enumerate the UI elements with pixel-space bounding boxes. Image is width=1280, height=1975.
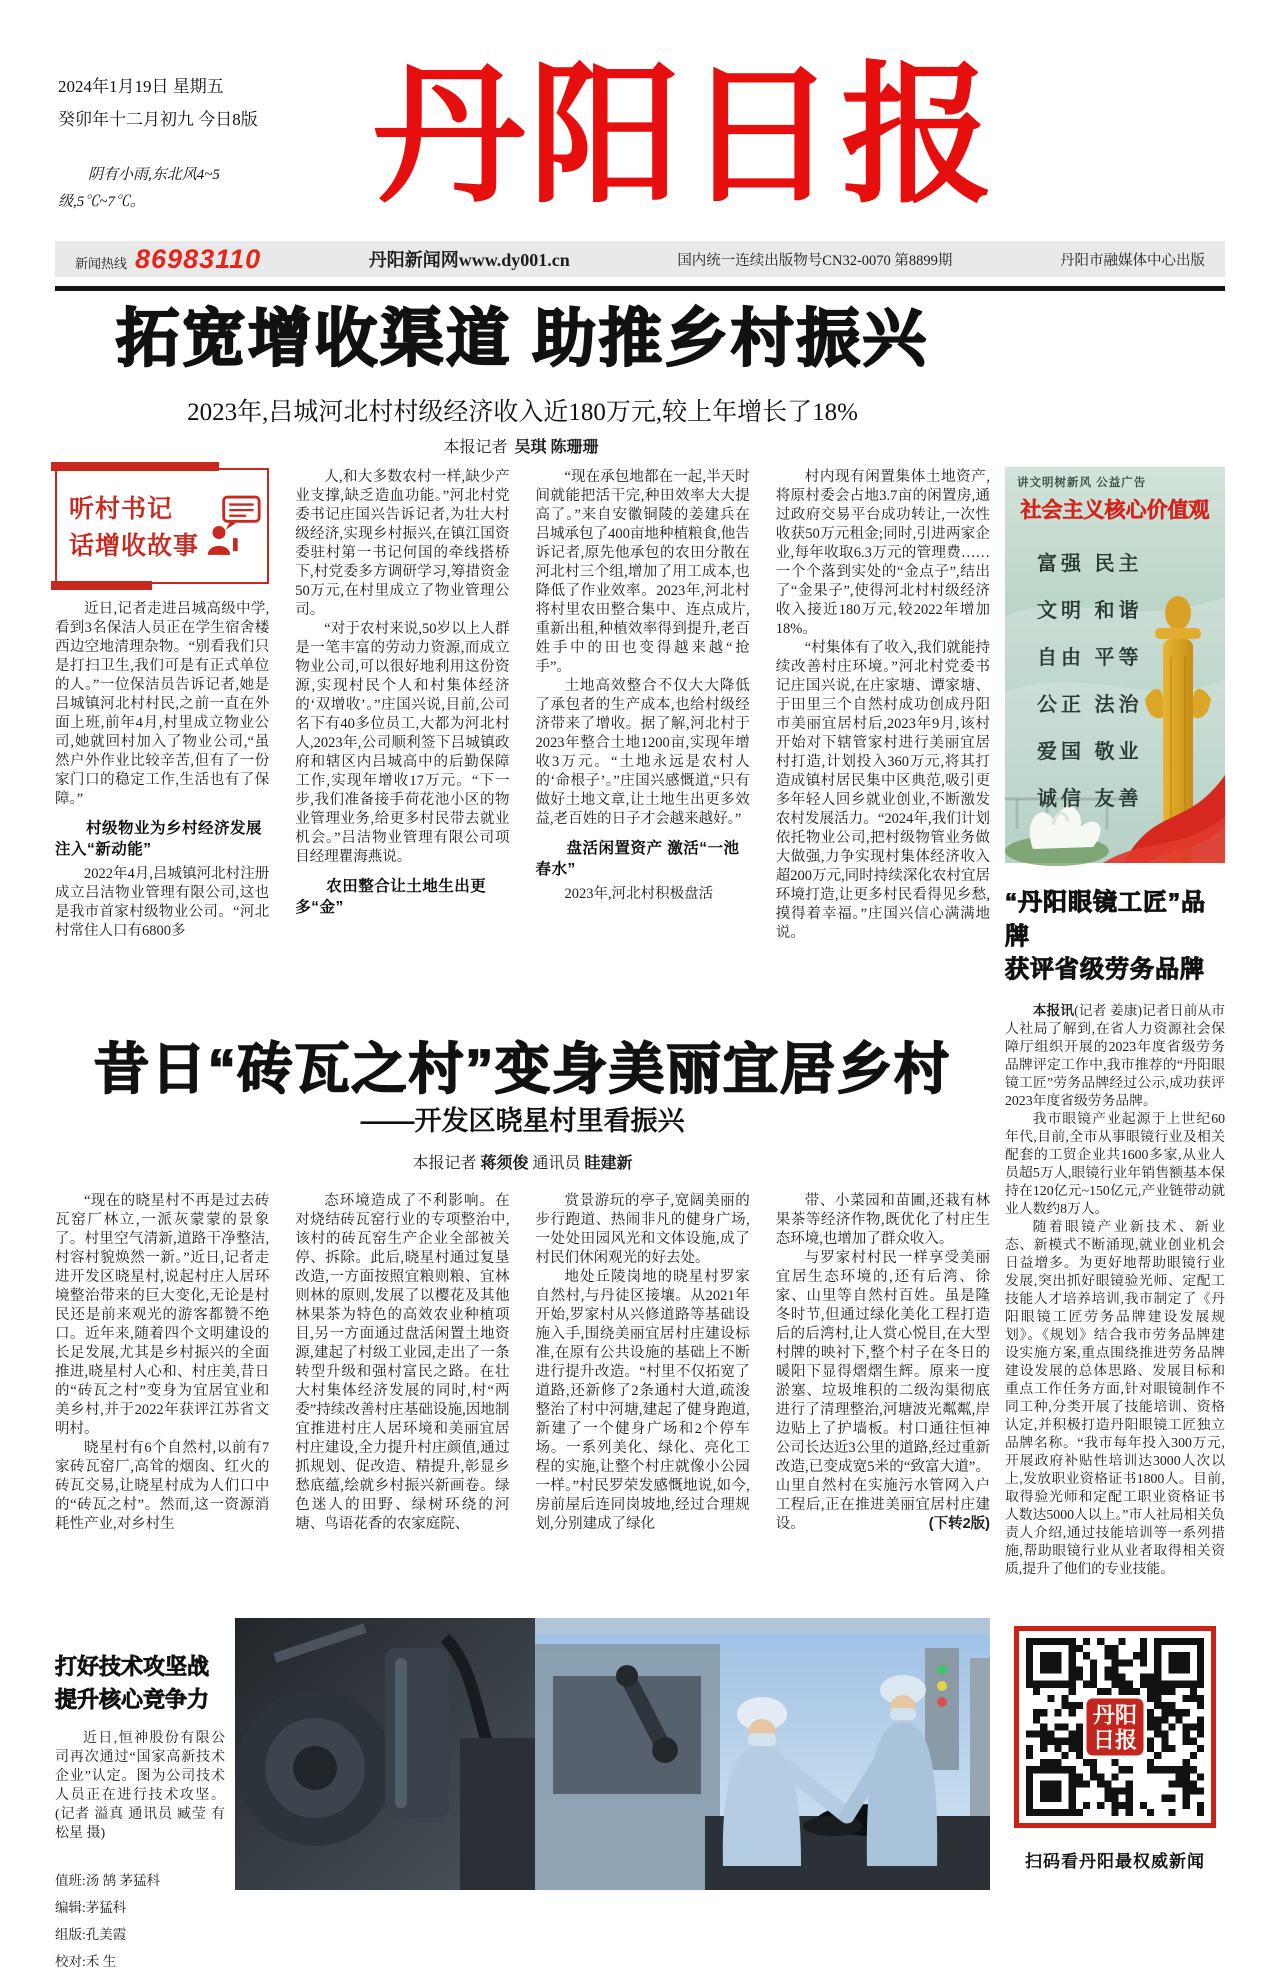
article-paragraph: 2023年,河北村积极盘活 [564,886,714,902]
credit-line: 组版:孔美霞 [55,1927,127,1942]
sidebar-headline-line1: “丹阳眼镜工匠”品牌 [1005,889,1206,950]
article-paragraph: 与罗家村村民一样享受美丽宜居生态环境的,还有后湾、徐家、山里等自然村百姓。虽是隆冬时节,但通过绿化美化工程打造后的后湾村,让人赏心悦目,在大型村牌的映衬下,整个村子在冬日的暖阳下显得熠熠生辉。原来一度淤塞、垃圾堆积的二级沟渠彻底进行了清理整治,河塘波光粼粼,岸边贴上了护墙板。村口通往恒神公司长达近3公里的道路,经过重新改造,已变成宽5米的“致富大道”。山里自然村在实施污水管网入户工程后,正在推进美丽宜居村庄建设。 [775,1250,990,1532]
lunar-date-pages: 癸卯年十二月初九 今日8版 [58,110,258,130]
feature-box-line2: 话增收故事 [69,532,200,560]
sidebar-article-more [1005,1110,1225,1578]
publication-number: 国内统一连续出版物号CN32-0070 第8899期 [677,252,953,269]
tech-story-block [55,1650,225,1975]
poster-value: 自由 平等 [1037,647,1143,669]
second-column-2 [295,1192,509,1612]
tech-story-body: 近日,恒神股份有限公司再次通过“国家高新技术企业”认定。图为公司技术人员正在进行技术攻坚。(记者 溢真 通讯员 臧莹 有松星 摄) [55,1731,225,1841]
column-subhead: 农田整合让土地生出更多“金” [295,878,487,916]
lead-subheadline: 2023年,吕城河北村村级经济收入近180万元,较上年增长了18% [187,399,858,426]
article-paragraph: 近日,记者走进吕城高级中学,看到3名保洁人员正在学生宿舍楼西边空地清理杂物。“别看我们只是打扫卫生,我们可是有正式单位的人。”一位保洁员告诉记者,她是吕城镇河北村村民,之前一直在外面上班,前年4月,村里成立物业公司,她就回村加入了物业公司,“虽然户外作业比较辛苦,但有了一份家门口的稳定工作,生活也有了保障。” [55,601,270,807]
credit-line: 值班:汤 鹄 茅猛科 [55,1873,161,1888]
article-paragraph: 我市眼镜产业起源于上世纪60年代,目前,全市从事眼镜行业及相关配套的工贸企业共1600多家,从业人员超5万人,眼镜行业年销售额基本保持在120亿元~150亿元,产业链带动就业人数约8万人。 [1005,1110,1225,1216]
qr-logo-line2: 日报 [1092,1727,1138,1753]
lead-column-2 [295,468,509,1018]
article-paragraph: 土地高效整合不仅大大降低了承包者的生产成本,也给村级经济带来了增收。据了解,河北村于2023年整合土地1200亩,实现年增收3万元。“土地永远是农村人的‘命根子’。”庄国兴感慨道,“只有做好土地文章,让土地生出更多效益,老百姓的日子才会越来越好。” [535,678,750,827]
hotline-number: 86983110 [135,243,262,274]
qr-code-frame [1014,1626,1216,1828]
speech-bubble-person-icon [205,495,261,562]
poster-values-list [1037,541,1143,823]
second-column-1 [55,1192,269,1612]
column-subhead: 盘活闲置资产 激活“一池春水” [535,840,740,878]
qr-section [1008,1626,1222,1874]
lead-column-4 [776,468,990,1018]
feature-box-title [69,491,199,566]
lead-headline: 拓宽增收渠道 助推乡村振兴 [116,304,929,374]
second-article-body [55,1192,990,1612]
continued-on-page-note: (下转2版) [928,1516,990,1532]
poster-value: 诚信 友善 [1037,788,1143,810]
masthead-title: 丹阳日报 [373,45,997,224]
article-paragraph: “村集体有了收入,我们就能持续改善村庄环境。”河北村党委书记庄国兴说,在庄家塘、谭家塘、于田里三个自然村成功创成丹阳市美丽宜居村后,2023年9月,该村开始对下辖管家村进行美丽宜居村打造,计划投入360万元,将其打造成镇村居民集中区典范,吸引更多年轻人回乡就业创业,不断激发农村发展活力。“2024年,我们计划依托物业公司,把村级物管业务做大做强,力争实现村集体经济收入超200万元,同时持续深化农村宜居环境打造,让更多村民看得见乡愁,摸得着幸福。”庄国兴信心满满地说。 [775,640,990,941]
lead-column-1-text [55,600,269,941]
byline-prefix: 通讯员 [532,1155,581,1172]
byline-correspondent: 眭建新 [584,1155,633,1172]
lead-byline [55,434,990,457]
hotline-label: 新闻热线 [75,255,128,271]
article-paragraph: 态环境造成了不利影响。在对烧结砖瓦窑行业的专项整治中,该村的砖瓦窑生产企业全部被关停、拆除。此后,晓星村通过复垦改造,一方面按照宜粮则粮、宜林则林的原则,发展了以樱花及其他林果茶为特色的高效农业种植项目,另一方面通过盘活闲置土地资源,建起了村级工业园,走出了一条转型升级和强村富民之路。在壮大村集体经济发展的同时,村“两委”持续改善村庄基础设施,因地制宜推进村庄人居环境和美丽宜居村庄建设,全力提升村庄颜值,通过抓规划、促改造、精提升,彰显乡愁底蕴,绘就乡村振兴新画卷。绿色迷人的田野、绿树环绕的河塘、鸟语花香的农家庭院、 [295,1193,510,1532]
article-paragraph: 地处丘陵岗地的晓星村罗家自然村,与丹徒区接壤。从2021年开始,罗家村从兴修道路等基础设施入手,围绕美丽宜居村庄建设标准,在原有公共设施的基础上不断进行提升改造。“村里不仅拓宽了道路,还新修了2条通村大道,疏浚整治了村中河塘,建起了健身跑道,新建了一个健身广场和2个停车场。一系列美化、绿化、亮化工程的实施,让整个村庄就像小公园一样。”村民罗荣发感慨地说,如今,房前屋后连同岗坡地,经过合理规划,分别建成了绿化 [535,1269,750,1532]
svg-text:日报 [1093,1728,1137,1753]
hotline [75,243,262,274]
poster-value: 富强 民主 [1037,553,1143,575]
article-paragraph: 赏景游玩的亭子,宽阔美丽的步行跑道、热闹非凡的健身广场,一处处田园风光和文体设施,成了村民们休闲观光的好去处。 [535,1193,750,1266]
byline-reporters: 吴琪 陈珊珊 [514,439,599,456]
article-paragraph: “现在的晓星村不再是过去砖瓦窑厂林立,一派灰蒙蒙的景象了。村里空气清新,道路干净整洁,村容村貌焕然一新。”近日,记者走进开发区晓星村,说起村庄人居环境整治带来的巨大变化,无论是村民还是前来观光的游客都赞不绝口。近年来,随着四个文明建设的长足发展,尤其是乡村振兴的全面推进,晓星村人心和、村庄美,昔日的“砖瓦之村”变身为宜居宜业和美乡村,并于2022年获评江苏省文明村。 [55,1193,270,1437]
article-paragraph: 人,和大多数农村一样,缺少产业支撑,缺乏造血功能。”河北村党委书记庄国兴告诉记者,为壮大村级经济,实现乡村振兴,在镇江国资委驻村第一书记何国的牵线搭桥下,村党委多方调研学习,筹措资金50万元,在村里成立了物业管理公司。 [295,469,510,618]
paragraph-text: (记者 姜康)记者日前从市人社局了解到,在省人力资源社会保障厅组织开展的2023年度省级劳务品牌评定工作中,我市推荐的“丹阳眼镜工匠”劳务品牌经过公示,成功获评2023年度省级劳务品牌。 [1005,1002,1226,1108]
article-paragraph: 村内现有闲置集体土地资产,将原村委会占地3.7亩的闲置房,通过政府交易平台成功转让,一次性收获50万元租金;同时,引进两家企业,每年收取6.3万元的管理费……一个个落到实处的“金点子”,结出了“金果子”,使得河北村村级经济收入接近180万元,较2022年增加18%。 [775,469,990,637]
article-paragraph: “现在承包地都在一起,半天时间就能把活干完,种田效率大大提高了。”来自安徽铜陵的姜建兵在吕城承包了400亩地种植粮食,他告诉记者,原先他承包的农田分散在河北村三个组,增加了用工成本,也降低了作业效率。2023年,河北村将村里农田整合集中、连点成片,重新出租,种植效率得到提升,老百姓手中的田也变得越来越“抢手”。 [535,469,750,675]
article-paragraph: 带、小菜园和苗圃,还栽有林果茶等经济作物,既优化了村庄生态环境,也增加了群众收入。 [775,1193,990,1247]
dateline-label: 本报讯 [1032,1002,1075,1018]
sidebar-headline-line2: 获评省级劳务品牌 [1005,956,1205,984]
article-paragraph: 晓星村有6个自然村,以前有7家砖瓦窑厂,高耸的烟囱、红火的砖瓦交易,让晓星村成为人们口中的“砖瓦之村”。然而,这一资源消耗性产业,对乡村生 [55,1440,270,1532]
second-subheadline: ——开发区晓星村里看振兴 [360,1106,685,1136]
second-column-3 [536,1192,750,1612]
qr-code [1026,1638,1204,1816]
second-column-4 [776,1192,990,1612]
article-paragraph [1005,1002,1225,1110]
feature-box-line1: 听村书记 [69,494,174,523]
byline-prefix: 本报记者 [443,439,508,456]
credit-line: 校对:禾 生 [55,1954,117,1969]
qr-logo-line1: 丹阳 [1092,1702,1138,1728]
article-paragraph: “对于农村来说,50岁以上人群是一笔丰富的劳动力资源,而成立物业公司,可以很好地利用这份资源,实现村民个人和村集体经济的‘双增收’。”庄国兴说,目前,公司名下有40多位员工,大都为河北村人,2023年,公司顺利签下吕城镇政府和辖区内吕城高中的后勤保障工作,实现年增收17万元。“下一步,我们准备接手荷花池小区的物业管理业务,给更多村民带去就业机会。”吕洁物业管理有限公司项目经理瞿海燕说。 [295,621,510,865]
tech-story-title [55,1650,225,1716]
tech-story-title-line1: 打好技术攻坚战 [55,1654,210,1679]
news-photo-technicians [235,1618,990,1890]
website-text: 丹阳新闻网www.dy001.cn [368,250,570,270]
glasses-brand-article [1005,886,1225,1578]
svg-text:丹阳 [1093,1703,1137,1728]
lead-column-3 [536,468,750,1018]
byline-prefix: 本报记者 [412,1155,477,1172]
poster-value: 爱国 敬业 [1037,741,1143,763]
poster-value: 公正 法治 [1037,694,1143,716]
feature-box [55,468,269,584]
article-paragraph: 随着眼镜产业新技术、新业态、新模式不断涌现,就业创业机会日益增多。为更好地帮助眼镜行业发展,突出抓好眼镜验光师、定配工技能人才培养培训,我市制定了《丹阳眼镜工匠劳务品牌建设发展规划》。《规划》结合我市劳务品牌建设实施方案,重点围绕推进劳务品牌建设发展的总体思路、发展目标和重点工作任务方面,针对眼镜制作不同工种,分类开展了技能培训、资格认定,并积极打造丹阳眼镜工匠独立品牌名称。“我市每年投入300万元,开展政府补贴性培训达3000人次以上,发放职业资格证书1800人。目前,取得验光师和定配工职业资格证书人数达5000人以上。”市人社局相关负责人介绍,通过技能培训等一系列措施,帮助眼镜行业从业者取得相关资质,提升了他们的专业技能。 [1005,1218,1225,1576]
sidebar-article-headline [1005,886,1225,987]
publication-date: 2024年1月19日 星期五 [58,77,224,96]
tech-story-title-line2: 提升核心竞争力 [55,1687,210,1712]
second-headline: 昔日“砖瓦之村”变身美丽宜居乡村 [93,1038,951,1100]
second-byline [55,1150,990,1173]
column-subhead: 村级物业为乡村经济发展注入“新动能” [55,820,263,858]
sidebar-article-body [1005,1002,1225,1578]
info-bar [55,241,1225,277]
lead-article-body [55,468,990,1018]
byline-reporter: 蒋须俊 [480,1155,529,1172]
staff-credits [55,1867,225,1975]
poster-value: 文明 和谐 [1037,600,1143,622]
masthead-divider-rule [55,286,1225,291]
poster-title: 社会主义核心价值观 [1020,499,1210,522]
poster-tagline: 讲文明树新风 公益广告 [1017,477,1147,489]
credit-line: 编辑:茅猛科 [55,1900,127,1915]
core-values-poster [1005,467,1225,863]
article-paragraph: 2022年4月,吕城镇河北村注册成立吕洁物业管理有限公司,这也是我市首家村级物业公司。“河北村常住人口有6800多 [55,866,270,939]
publisher-text: 丹阳市融媒体中心出版 [1060,252,1205,269]
weather-forecast: 阴有小雨,东北风4~5级,5℃~7℃。 [58,167,220,210]
qr-caption: 扫码看丹阳最权威新闻 [1025,1852,1205,1871]
lead-column-1 [55,468,269,1018]
